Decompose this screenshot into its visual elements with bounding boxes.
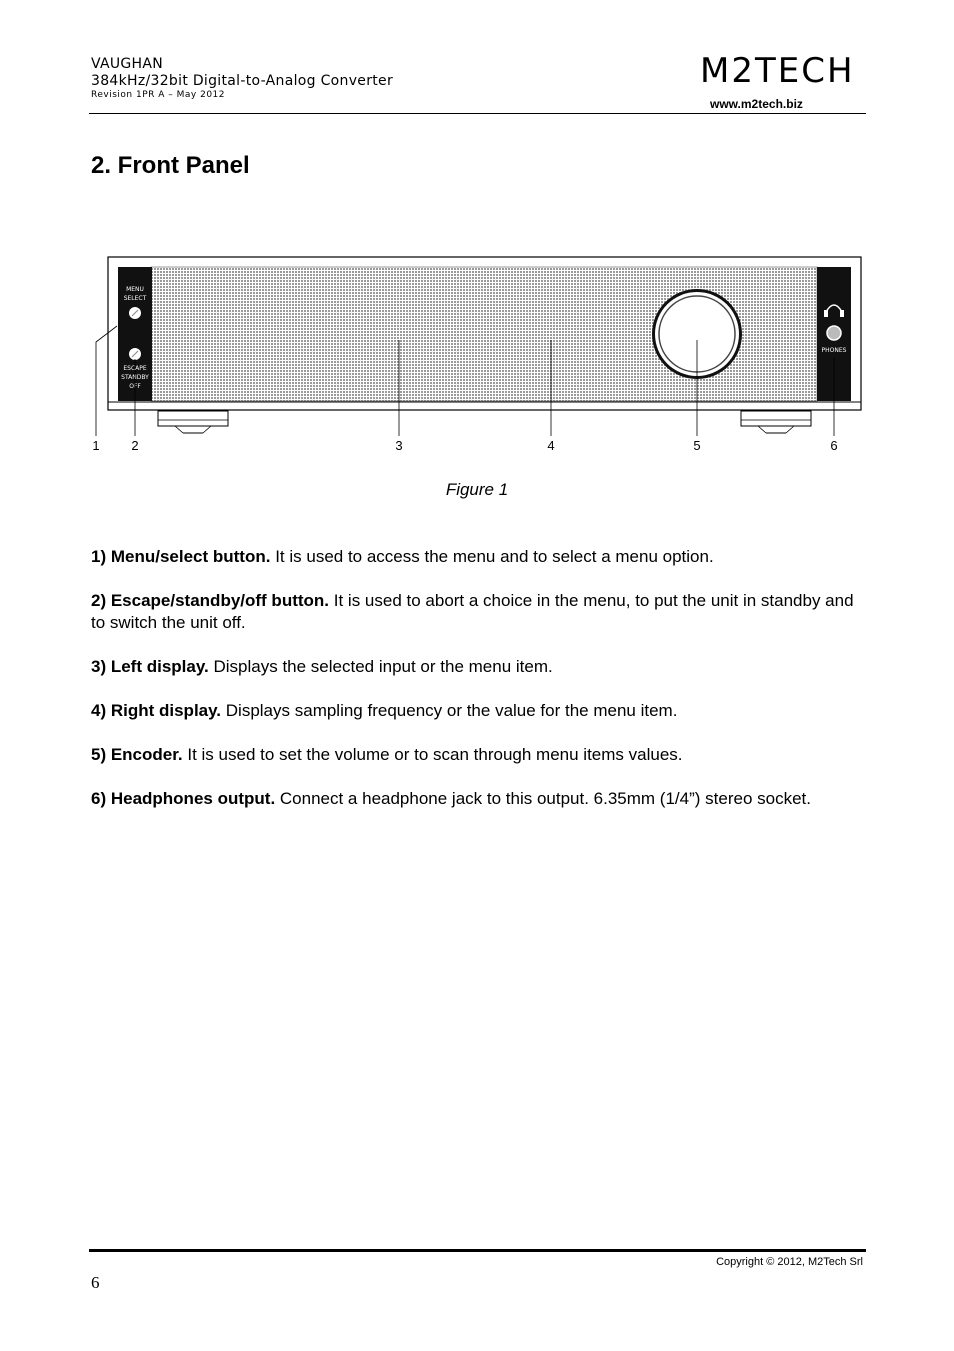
header-rule bbox=[89, 113, 866, 114]
item-1-label: 1) Menu/select button. bbox=[91, 547, 271, 566]
item-5-label: 5) Encoder. bbox=[91, 745, 183, 764]
headphones-jack bbox=[827, 326, 841, 340]
item-4-label: 4) Right display. bbox=[91, 701, 222, 720]
left-foot bbox=[158, 411, 228, 426]
item-2-text: It is used to abort a choice in the menu, to put the unit in standby and to switch the unit off. bbox=[91, 591, 854, 632]
item-1 bbox=[91, 546, 861, 568]
front-panel-figure bbox=[85, 250, 870, 460]
panel-label-escape: ESCAPE bbox=[123, 365, 147, 372]
panel-label-phones: PHONES bbox=[821, 347, 847, 354]
callout-2: 2 bbox=[131, 438, 139, 453]
item-6-text: Connect a headphone jack to this output. 6.35mm (1/4”) stereo socket. bbox=[275, 789, 811, 808]
item-5-text: It is used to set the volume or to scan through menu items values. bbox=[182, 745, 683, 764]
item-4-text: Displays sampling frequency or the value for the menu item. bbox=[221, 701, 678, 720]
page-number: 6 bbox=[91, 1273, 100, 1292]
panel-label-menu: MENU bbox=[126, 286, 144, 293]
figure-caption: Figure 1 bbox=[445, 480, 509, 499]
panel-label-standby: STANDBY bbox=[121, 374, 149, 381]
callout-4: 4 bbox=[547, 438, 555, 453]
item-2 bbox=[91, 590, 861, 634]
item-5 bbox=[91, 744, 861, 766]
document-header bbox=[91, 56, 393, 101]
item-2-label: 2) Escape/standby/off button. bbox=[91, 591, 330, 610]
item-3 bbox=[91, 656, 861, 678]
item-descriptions bbox=[91, 546, 861, 832]
header-website: www.m2tech.biz bbox=[710, 97, 803, 111]
header-product-name: VAUGHAN bbox=[91, 56, 164, 72]
panel-label-off: OFF bbox=[129, 383, 141, 390]
footer-rule bbox=[89, 1249, 866, 1252]
item-3-label: 3) Left display. bbox=[91, 657, 209, 676]
callout-1: 1 bbox=[92, 438, 100, 453]
callout-5: 5 bbox=[693, 438, 701, 453]
item-6-label: 6) Headphones output. bbox=[91, 789, 276, 808]
panel-label-select: SELECT bbox=[123, 295, 147, 302]
callout-6: 6 bbox=[830, 438, 838, 453]
brand-logo: M2TECH bbox=[700, 51, 855, 91]
header-product-description: 384kHz/32bit Digital-to-Analog Converter bbox=[91, 73, 394, 89]
item-4 bbox=[91, 700, 861, 722]
footer-copyright: Copyright © 2012, M2Tech Srl bbox=[716, 1256, 863, 1268]
header-revision: Revision 1PR A – May 2012 bbox=[91, 90, 225, 100]
callout-3: 3 bbox=[395, 438, 403, 453]
section-title: 2. Front Panel bbox=[91, 152, 250, 179]
right-foot bbox=[741, 411, 811, 426]
item-3-text: Displays the selected input or the menu item. bbox=[208, 657, 553, 676]
item-1-text: It is used to access the menu and to select a menu option. bbox=[270, 547, 714, 566]
item-6 bbox=[91, 788, 861, 810]
